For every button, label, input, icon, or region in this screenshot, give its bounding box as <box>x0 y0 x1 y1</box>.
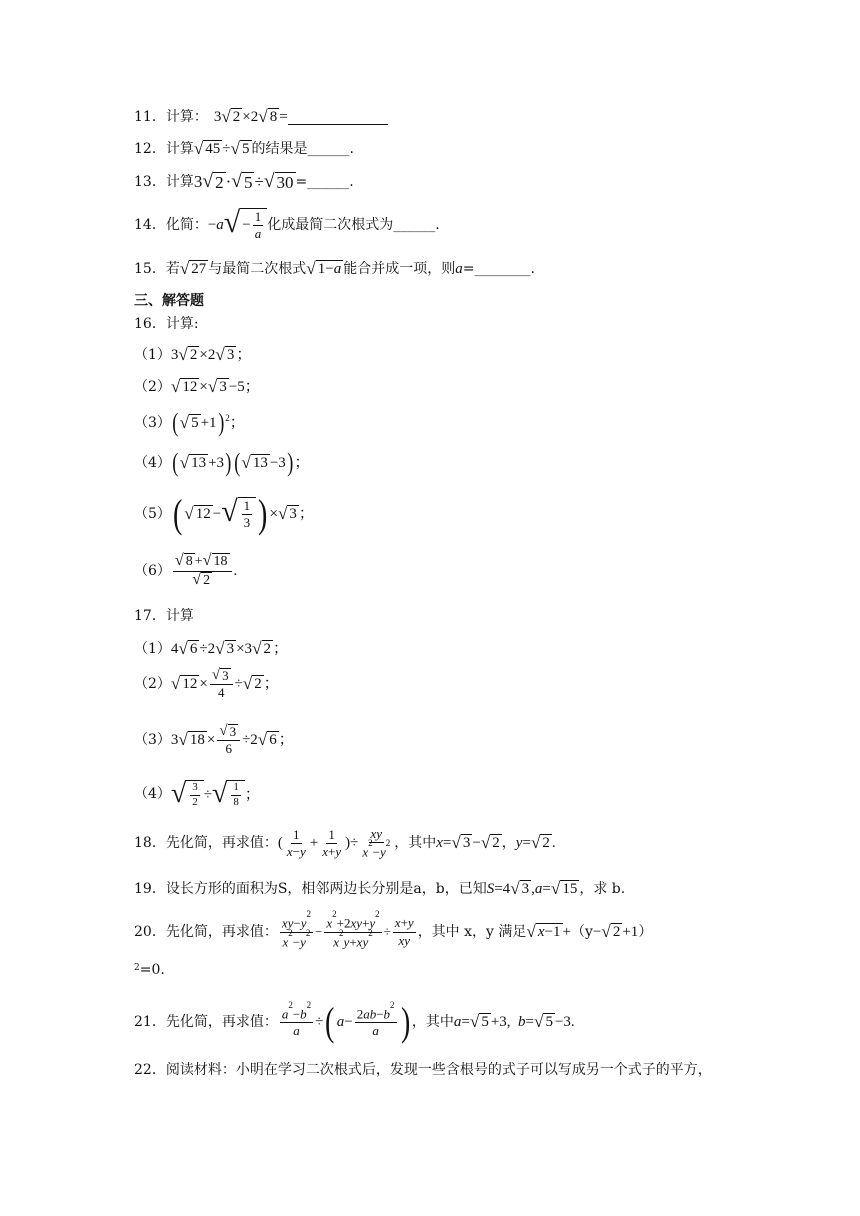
question-21-expression: $\frac{a^2-b^2}{a}$ ÷ ( a − $\frac{2ab-b^2}{a}$ ) <box>281 999 410 1044</box>
question-12-number: 12．计算 <box>134 140 194 157</box>
question-14-number: 14．化简： <box>134 216 208 233</box>
question-16-part-3: （3） ( √ 5 +1 ) 2 ； <box>134 408 245 437</box>
question-14 <box>134 208 440 243</box>
part-expression: √ $\frac{3}{2}$ ÷ √ $\frac{1}{8}$ ； <box>170 778 260 809</box>
part-expression: ( √ 13 +3 ) ( √ 13 −3 ) ； <box>172 448 310 477</box>
question-16: 16．计算: <box>134 316 199 332</box>
question-13-number: 13．计算 <box>134 173 194 190</box>
part-expression: ( √ 5 +1 ) 2 ； <box>172 408 245 437</box>
question-17: 17．计算 <box>134 608 194 624</box>
question-20-line-2: 2 =0. <box>134 962 165 978</box>
question-15-variable: a <box>455 261 463 278</box>
answer-blank[interactable] <box>288 110 388 125</box>
question-11-expression: 3 √ 2 ×2 √ 8 = <box>213 107 288 126</box>
question-12 <box>134 140 354 158</box>
question-15-mid2: 能合并成一项，则 <box>343 260 456 277</box>
question-20: 20．先化简，再求值： $\frac{xy-y^2}{x^2-y^2}$ − $\frac{x^2+2xy+y^2}{x^2y+xy^2}$ ÷ $\frac{x+y}{xy}$ ，其中 x，y 满足 √ x−1 + （y − √ 2 +1 ） <box>134 909 653 949</box>
question-18-number: 18．先化简，再求值： <box>134 835 278 852</box>
question-21-conditions: a = √ 5 +3, b = √ 5 −3. <box>453 1011 575 1031</box>
question-20-expression: $\frac{xy-y^2}{x^2-y^2}$ − $\frac{x^2+2xy+y^2}{x^2y+xy^2}$ ÷ $\frac{x+y}{xy}$ <box>281 909 414 949</box>
question-17-part-3: （3） 3 √ 18 × √ 3 6 ÷2 √ 6 ； <box>134 723 294 756</box>
question-16-part-6: （6） √ 8 + √ 18 √ 2 . <box>134 552 238 588</box>
question-18-conditions: x = √ 3 − √ 2 <box>436 833 500 853</box>
question-19-expression: S =4 √ 3 , a = √ 15 <box>486 879 578 898</box>
question-17-part-1: （1） 4 √ 6 ÷2 √ 3 ×3 √ 2 ； <box>134 639 289 658</box>
part-expression: ( √ 12 − √ $\frac{1}{3}$ ) × √ 3 ； <box>172 491 314 536</box>
question-18: 18．先化简，再求值： ( $\frac{1}{x-y}$ + $\frac{1}{x+y}$ )÷ $\frac{xy}{x^2-y^2}$ ，其中 x = √ 3 − √ 2 ， y = √ 2 . <box>134 826 556 860</box>
question-13 <box>134 172 354 193</box>
question-13-tail: =______. <box>295 173 354 190</box>
part-expression: √ 8 + √ 18 √ 2 . <box>174 552 238 588</box>
section-heading: 三、解答题 <box>134 293 204 309</box>
question-21: 21．先化简，再求值： $\frac{a^2-b^2}{a}$ ÷ ( a − $\frac{2ab-b^2}{a}$ ) ，其中 a = √ 5 +3, b = √ 5 −3. <box>134 999 575 1044</box>
question-20-number: 20．先化简，再求值： <box>134 923 278 940</box>
question-14-tail: 化成最简二次根式为______. <box>267 216 440 233</box>
question-12-expression: √ 45 ÷ √ 5 <box>193 139 250 158</box>
question-17-part-4: （4） √ $\frac{3}{2}$ ÷ √ $\frac{1}{8}$ ； <box>134 778 260 809</box>
question-15-radical-a: √ 27 <box>179 259 207 278</box>
question-11-number: 11．计算： <box>134 108 208 125</box>
question-11 <box>134 108 388 126</box>
question-13-expression: 3 √ 2 · √ 5 ÷ √ 30 <box>193 171 294 192</box>
question-19-text: 19．设长方形的面积为S，相邻两边长分别是a，b，已知 <box>134 880 487 897</box>
question-16-part-1: （1） 3 √ 2 ×2 √ 3 ； <box>134 345 252 364</box>
question-15-number: 15．若 <box>134 260 180 277</box>
part-expression: 4 √ 6 ÷2 √ 3 ×3 √ 2 ； <box>170 639 289 658</box>
question-15-tail: =________. <box>462 260 535 277</box>
question-21-number: 21．先化简，再求值： <box>134 1013 278 1030</box>
question-16-part-5: （5） ( √ 12 − √ $\frac{1}{3}$ ) × √ 3 ； <box>134 491 314 536</box>
part-expression: √ 12 × √ 3 4 ÷ √ 2 ； <box>170 667 279 700</box>
part-expression: √ 12 × √ 3 −5； <box>170 377 260 396</box>
part-expression: 3 √ 18 × √ 3 6 ÷2 √ 6 ； <box>170 723 294 756</box>
question-16-part-4: （4） ( √ 13 +3 ) ( √ 13 −3 ) ； <box>134 448 310 477</box>
question-12-tail: 的结果是______. <box>251 140 354 157</box>
question-15 <box>134 260 535 278</box>
question-18-expression: ( $\frac{1}{x-y}$ + $\frac{1}{x+y}$ )÷ $\frac{xy}{x^2-y^2}$ <box>277 826 391 860</box>
part-expression: 3 √ 2 ×2 √ 3 ； <box>170 345 252 364</box>
question-15-mid: 与最简二次根式 <box>208 260 307 277</box>
question-15-radical-b: √ 1−a <box>306 259 342 278</box>
question-19: 19．设长方形的面积为S，相邻两边长分别是a，b，已知 S =4 √ 3 , a = √ 15 ，求 b. <box>134 879 626 898</box>
question-17-part-2: （2） √ 12 × √ 3 4 ÷ √ 2 ； <box>134 667 279 700</box>
question-14-expression: − a √ − $\frac{1}{a}$ <box>208 208 267 243</box>
question-16-part-2: （2） √ 12 × √ 3 −5； <box>134 377 260 396</box>
question-22: 22．阅读材料：小明在学习二次根式后，发现一些含根号的式子可以写成另一个式子的平方， <box>134 1062 712 1078</box>
